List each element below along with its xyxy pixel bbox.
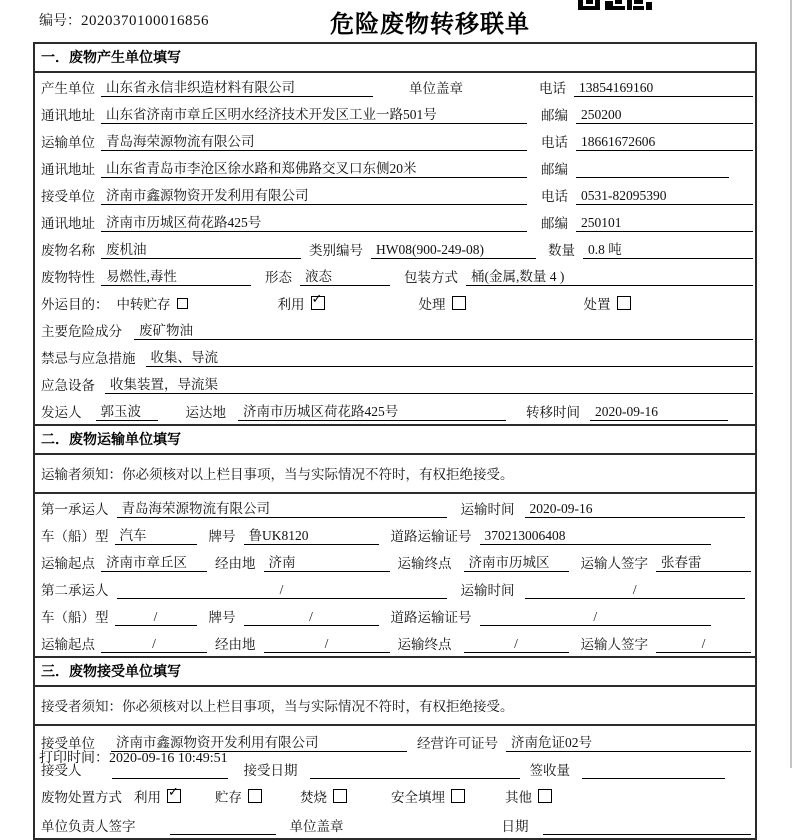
transporter-value: 青岛海荣源物流有限公司: [101, 132, 527, 151]
taboo-label: 禁忌与应急措施: [41, 351, 136, 366]
acceptor-label: 接受人: [41, 763, 82, 778]
license-label: 经营许可证号: [417, 736, 498, 751]
address-label: 通讯地址: [41, 162, 95, 177]
category-label: 类别编号: [309, 243, 363, 258]
disposal-option-landfill: [391, 786, 465, 806]
receiver-value: 济南市鑫源物资开发利用有限公司: [101, 186, 527, 205]
row-purpose: [35, 289, 755, 316]
serial-value: 2020370100016856: [81, 13, 209, 29]
quantity-label: 数量: [548, 243, 575, 258]
section-2-header: 二．废物运输单位填写: [35, 424, 755, 455]
leader-sign-value: [170, 816, 276, 835]
transporter-phone-value: 18661672606: [576, 132, 753, 151]
form-label: 形态: [265, 270, 292, 285]
second-carrier-label: 第二承运人: [41, 583, 109, 598]
checkbox-label: 焚烧: [300, 790, 327, 805]
accept-date-label: 接受日期: [243, 763, 298, 778]
phone-label: 电话: [539, 81, 566, 96]
form-title: 危险废物转移联单: [330, 11, 530, 38]
plate-label: 牌号: [208, 610, 236, 625]
first-carrier-value: 青岛海荣源物流有限公司: [117, 499, 447, 518]
purpose-option-dispose: [584, 293, 631, 313]
row-leader-signature: [35, 809, 755, 838]
checkbox-label: 安全填埋: [391, 790, 445, 805]
equipment-label: 应急设备: [41, 378, 95, 393]
character-label: 废物特性: [41, 270, 95, 285]
equipment-value: 收集装置，导流渠: [105, 375, 753, 394]
checkbox-icon: [248, 789, 262, 803]
waste-name-label: 废物名称: [41, 243, 95, 258]
character-value: 易燃性,毒性: [101, 267, 251, 286]
address-label: 通讯地址: [41, 108, 95, 123]
page-edge-line: [790, 0, 792, 768]
row-receiver: [35, 181, 755, 208]
quantity-value: 0.8 吨: [583, 240, 753, 259]
row-producer: [35, 73, 755, 100]
origin-2-value: /: [101, 634, 207, 653]
end-label: 运输终点: [397, 556, 452, 571]
qr-code-fragment-icon: [578, 0, 652, 10]
destination-value: 济南市历城区荷花路425号: [238, 402, 506, 421]
date-value: [543, 816, 752, 835]
phone-label: 电话: [541, 135, 568, 150]
via-label: 经由地: [215, 637, 256, 652]
receiver-phone-value: 0531-82095390: [576, 186, 753, 205]
row-route-1: [35, 548, 755, 575]
checkbox-icon: [177, 298, 188, 309]
row-producer-address: [35, 100, 755, 127]
hazard-value: 废矿物油: [134, 321, 753, 340]
checkbox-label: 中转贮存: [116, 297, 171, 312]
checkbox-icon: [452, 296, 466, 310]
section-1-header: 一．废物产生单位填写: [35, 44, 755, 73]
purpose-option-treat: [419, 293, 466, 313]
first-carrier-label: 第一承运人: [41, 502, 109, 517]
print-time-value: 2020-09-16 10:49:51: [109, 751, 228, 766]
end-value: 济南市历城区: [464, 553, 569, 572]
via-2-value: /: [264, 634, 390, 653]
plate-value: 鲁UK8120: [244, 526, 379, 545]
plate-2-value: /: [244, 607, 379, 626]
row-waste-character: [35, 262, 755, 289]
phone-label: 电话: [541, 189, 568, 204]
producer-phone-value: 13854169160: [574, 78, 753, 97]
purpose-label: 外运目的：: [41, 297, 109, 312]
transporter-address-value: 山东省青岛市李沧区徐水路和郑佛路交叉口东侧20米: [101, 159, 527, 178]
row-taboo-measures: [35, 343, 755, 370]
row-disposal-method: [35, 782, 755, 809]
plate-label: 牌号: [208, 529, 236, 544]
manifest-table: [33, 42, 757, 840]
transport-time-label: 运输时间: [460, 502, 515, 517]
carrier-sign-value: 张春雷: [656, 553, 751, 572]
producer-label: 产生单位: [41, 81, 95, 96]
row-second-carrier: [35, 575, 755, 602]
row-vehicle-2: [35, 602, 755, 629]
transporter-notice: 运输者须知：你必须核对以上栏目事项，当与实际情况不符时，有权拒绝接受。: [35, 455, 755, 494]
taboo-value: 收集、导流: [146, 348, 754, 367]
waste-name-value: 废机油: [101, 240, 301, 259]
second-carrier-time-value: /: [525, 580, 746, 599]
packing-label: 包装方式: [404, 270, 458, 285]
checkbox-label: 利用: [277, 297, 305, 312]
row-transporter-address: [35, 154, 755, 181]
serial-number: [39, 10, 209, 30]
zip-label: 邮编: [541, 162, 568, 177]
end-label: 运输终点: [397, 637, 452, 652]
received-qty-value: [582, 760, 725, 779]
sender-value: 郭玉波: [96, 402, 158, 421]
road-permit-value: 370213006408: [480, 526, 712, 545]
section-3-header: 三．废物接受单位填写: [35, 656, 755, 687]
transporter-label: 运输单位: [41, 135, 95, 150]
row-hazard-component: [35, 316, 755, 343]
end-2-value: /: [464, 634, 569, 653]
vehicle-type-label: 车（船）型: [41, 610, 109, 625]
destination-label: 运达地: [185, 405, 226, 420]
leader-sign-label: 单位负责人签字: [41, 819, 136, 834]
transporter-zip-value: [576, 159, 729, 178]
sender-label: 发运人: [41, 405, 82, 420]
checkbox-label: 其他: [505, 790, 532, 805]
origin-value: 济南市章丘区: [101, 553, 207, 572]
checkbox-icon: [617, 296, 631, 310]
purpose-option-transfer-storage: [117, 293, 188, 313]
checkbox-label: 处置: [583, 297, 611, 312]
checkbox-label: 贮存: [215, 790, 242, 805]
checkbox-icon: [538, 789, 552, 803]
license-value: 济南危证02号: [506, 733, 751, 752]
checkbox-icon: [451, 789, 465, 803]
packing-value: 桶(金属,数量 4 ): [466, 267, 753, 286]
disposal-option-other: [505, 786, 552, 806]
carrier-sign-label: 运输人签字: [580, 637, 648, 652]
row-sender: [35, 397, 755, 424]
receiver-label: 接受单位: [41, 189, 95, 204]
producer-address-value: 山东省济南市章丘区明水经济技术开发区工业一路501号: [101, 105, 527, 124]
date-label: 日期: [501, 819, 529, 834]
print-time-label: 打印时间：: [39, 751, 109, 766]
second-carrier-value: /: [117, 580, 447, 599]
checkbox-checked-icon: [167, 789, 181, 803]
row-vehicle-1: [35, 521, 755, 548]
via-value: 济南: [264, 553, 390, 572]
row-receiver-address: [35, 208, 755, 235]
disposal-option-incinerate: [300, 786, 347, 806]
transfer-date-label: 转移时间: [526, 405, 580, 420]
receiver-address-value: 济南市历城区荷花路425号: [101, 213, 527, 232]
hazard-label: 主要危险成分: [41, 324, 122, 339]
producer-value: 山东省永信非织造材料有限公司: [101, 78, 373, 97]
row-route-2: [35, 629, 755, 656]
vehicle-type-label: 车（船）型: [41, 529, 109, 544]
address-label: 通讯地址: [41, 216, 95, 231]
road-permit-label: 道路运输证号: [390, 610, 472, 625]
carrier-sign-label: 运输人签字: [580, 556, 648, 571]
row-waste-name: [35, 235, 755, 262]
row-emergency-equipment: [35, 370, 755, 397]
road-permit-label: 道路运输证号: [390, 529, 472, 544]
row-first-carrier: [35, 494, 755, 521]
vehicle-type-value: 汽车: [115, 526, 197, 545]
disposal-option-utilize: [134, 786, 181, 806]
producer-zip-value: 250200: [576, 105, 753, 124]
carrier-sign-2-value: /: [656, 634, 751, 653]
checkbox-icon: [333, 789, 347, 803]
origin-label: 运输起点: [41, 637, 95, 652]
first-carrier-time-value: 2020-09-16: [525, 499, 746, 518]
accepting-unit-value: 济南市鑫源物资开发利用有限公司: [111, 733, 407, 752]
accepting-unit-label: 接受单位: [41, 736, 95, 751]
received-qty-label: 签收量: [529, 763, 570, 778]
vehicle-type-2-value: /: [115, 607, 197, 626]
serial-label: 编号：: [39, 14, 81, 29]
disposal-option-storage: [215, 786, 262, 806]
disposal-label: 废物处置方式: [41, 790, 122, 805]
category-value: HW08(900-249-08): [371, 240, 536, 259]
checkbox-label: 处理: [418, 297, 446, 312]
road-permit-2-value: /: [480, 607, 712, 626]
origin-label: 运输起点: [41, 556, 95, 571]
zip-label: 邮编: [541, 108, 568, 123]
transfer-date-value: 2020-09-16: [590, 402, 728, 421]
print-time: [39, 747, 228, 767]
unit-seal-label: 单位盖章: [289, 819, 344, 834]
row-transporter: [35, 127, 755, 154]
form-value: 液态: [300, 267, 390, 286]
zip-label: 邮编: [541, 216, 568, 231]
unit-seal-label: 单位盖章: [409, 81, 463, 96]
via-label: 经由地: [215, 556, 256, 571]
receiver-notice: 接受者须知：你必须核对以上栏目事项，当与实际情况不符时，有权拒绝接受。: [35, 687, 755, 726]
purpose-option-utilize: [278, 293, 325, 313]
checkbox-checked-icon: [311, 296, 325, 310]
checkbox-label: 利用: [134, 790, 161, 805]
receiver-zip-value: 250101: [576, 213, 753, 232]
accept-date-value: [310, 760, 520, 779]
transport-time-label: 运输时间: [460, 583, 515, 598]
